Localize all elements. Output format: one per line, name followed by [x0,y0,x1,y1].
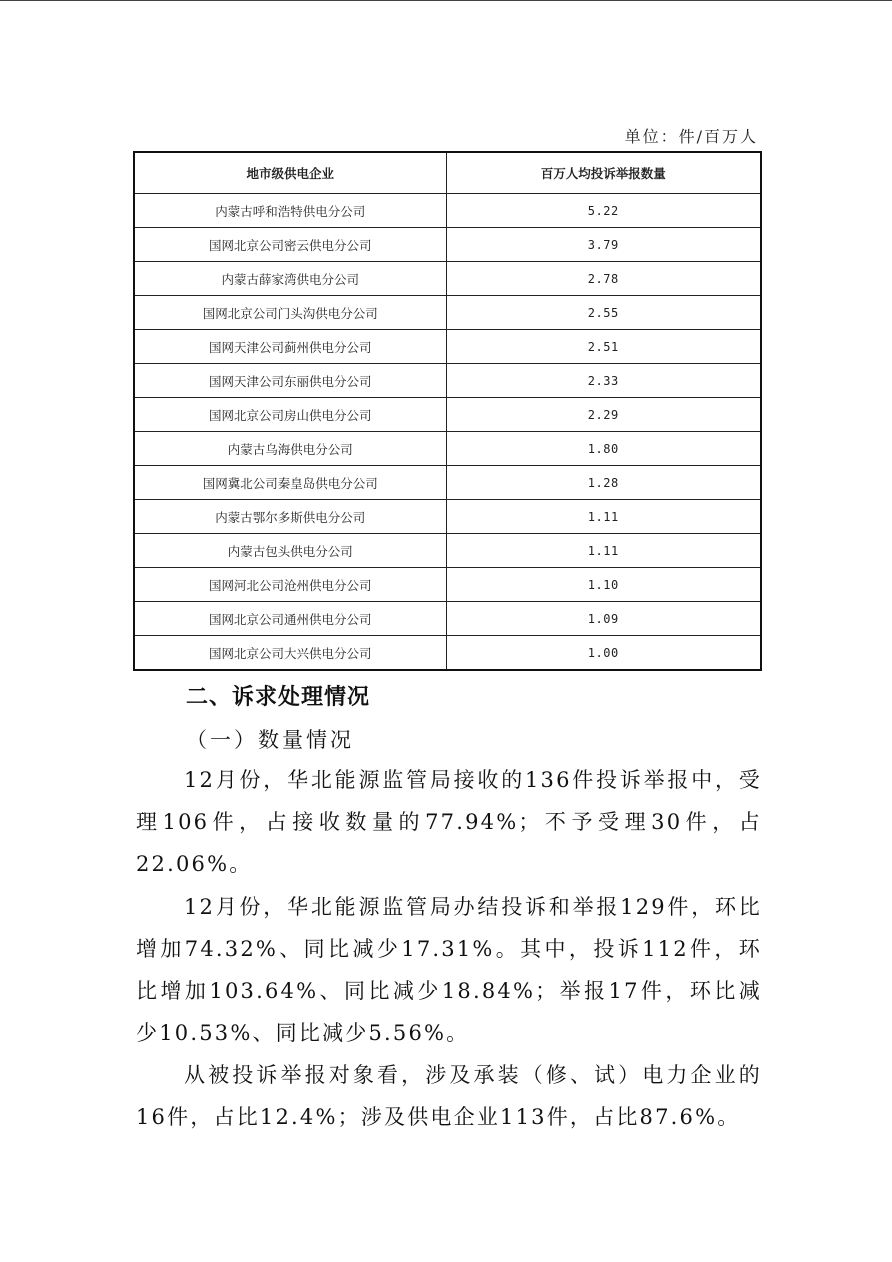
company-cell: 内蒙古呼和浩特供电分公司 [134,194,446,228]
value-cell: 1.11 [446,500,761,534]
paragraph-subjects: 从被投诉举报对象看，涉及承装（修、试）电力企业的16件，占比12.4%；涉及供电企业113件，占比87.6%。 [136,1063,762,1129]
company-cell: 国网冀北公司秦皇岛供电分公司 [134,466,446,500]
table-row [134,330,761,364]
value-cell: 5.22 [446,194,761,228]
company-cell: 国网北京公司门头沟供电分公司 [134,296,446,330]
value-cell: 1.28 [446,466,761,500]
company-cell: 国网天津公司蓟州供电分公司 [134,330,446,364]
table-row [134,500,761,534]
paragraph-completion: 12月份，华北能源监管局办结投诉和举报129件，环比增加74.32%、同比减少17.31%。其中，投诉112件，环比增加103.64%、同比减少18.84%；举报17件，环比减少10.53%、同比减少5.56%。 [136,895,762,1045]
value-cell: 2.78 [446,262,761,296]
company-cell: 内蒙古乌海供电分公司 [134,432,446,466]
value-cell: 2.55 [446,296,761,330]
table-row [134,432,761,466]
value-cell: 2.51 [446,330,761,364]
unit-label: 单位：件/百万人 [624,127,758,146]
table-row [134,194,761,228]
company-cell: 国网北京公司密云供电分公司 [134,228,446,262]
table-row [134,296,761,330]
value-cell: 1.11 [446,534,761,568]
table-row [134,364,761,398]
value-cell: 2.29 [446,398,761,432]
company-cell: 内蒙古鄂尔多斯供电分公司 [134,500,446,534]
table-row [134,262,761,296]
paragraph-acceptance: 12月份，华北能源监管局接收的136件投诉举报中，受理106件，占接收数量的77.94%；不予受理30件，占22.06%。 [136,768,762,876]
section-heading: 二、诉求处理情况 [186,685,371,710]
complaints-per-million-table [133,151,762,671]
table-row [134,228,761,262]
table-row [134,568,761,602]
subsection-heading: （一）数量情况 [186,728,354,752]
table-row [134,602,761,636]
value-cell: 1.00 [446,636,761,671]
value-cell: 2.33 [446,364,761,398]
value-cell: 3.79 [446,228,761,262]
table-row [134,534,761,568]
company-cell: 国网河北公司沧州供电分公司 [134,568,446,602]
table-row [134,398,761,432]
value-cell: 1.09 [446,602,761,636]
column-header-count: 百万人均投诉举报数量 [446,152,761,194]
table-row [134,636,761,671]
company-cell: 国网北京公司房山供电分公司 [134,398,446,432]
table-header-row [134,152,761,194]
company-cell: 国网北京公司大兴供电分公司 [134,636,446,671]
company-cell: 内蒙古薛家湾供电分公司 [134,262,446,296]
column-header-company: 地市级供电企业 [134,152,446,194]
company-cell: 内蒙古包头供电分公司 [134,534,446,568]
table-row [134,466,761,500]
company-cell: 国网北京公司通州供电分公司 [134,602,446,636]
value-cell: 1.10 [446,568,761,602]
value-cell: 1.80 [446,432,761,466]
page-top-border [0,0,892,1]
company-cell: 国网天津公司东丽供电分公司 [134,364,446,398]
